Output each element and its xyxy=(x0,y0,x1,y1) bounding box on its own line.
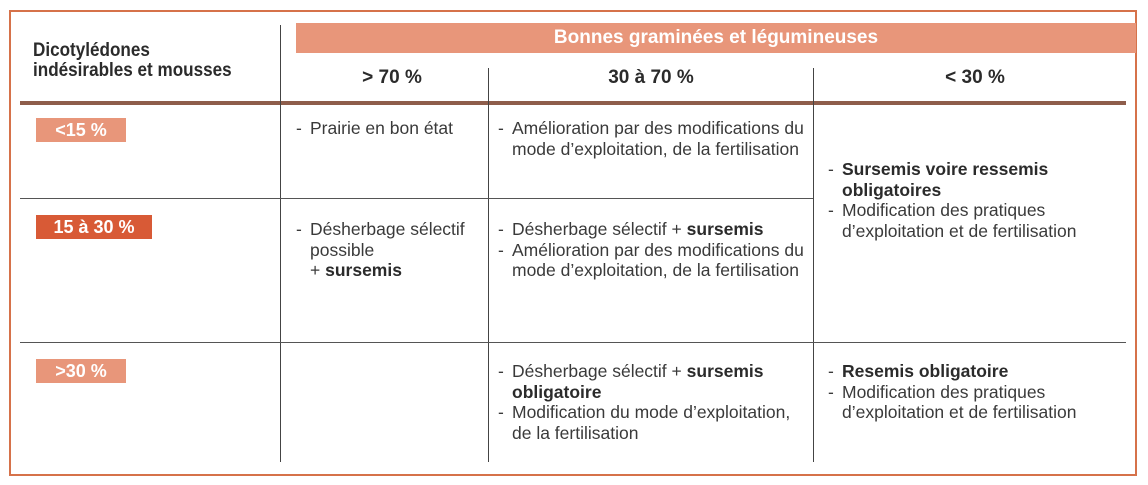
plus-sign: + xyxy=(671,219,682,239)
cell-r3-c3 xyxy=(828,361,1128,423)
bold-text: sursemis obligatoire xyxy=(512,361,764,402)
cell-r12-c3 xyxy=(828,159,1128,241)
header-divider xyxy=(20,101,1126,105)
list-item: - Modification du mode d’exploitation, de la fertilisation xyxy=(498,402,808,443)
list-item: - Modification des pratiques d’exploitation et de fertilisation xyxy=(828,382,1128,423)
list-item: - Amélioration par des modifications du mode d’exploitation, de la fertilisation xyxy=(498,240,808,281)
plus-sign: + xyxy=(310,260,321,280)
col-header-lt30: < 30 % xyxy=(945,67,1005,88)
col-divider-2 xyxy=(488,68,489,462)
list-item xyxy=(828,159,1128,200)
col-header-30-70: 30 à 70 % xyxy=(608,67,694,88)
cell-r1-c2 xyxy=(498,118,808,159)
list-item xyxy=(498,219,808,240)
plus-sign: + xyxy=(671,361,682,381)
list-item: - Amélioration par des modifications du mode d’exploitation, de la fertilisation xyxy=(498,118,808,159)
row-header-line1: Dicotylédones xyxy=(33,40,150,61)
cell-text: Désherbage sélectif xyxy=(512,361,667,381)
row-label-15-30: 15 à 30 % xyxy=(36,215,152,239)
list-item: - Prairie en bon état xyxy=(296,118,481,139)
col-divider-3 xyxy=(813,68,814,462)
cell-text: Désherbage sélectif possible xyxy=(310,219,465,260)
list-item xyxy=(296,219,481,281)
row-divider-2 xyxy=(20,342,1126,343)
cell-r2-c1 xyxy=(296,219,481,281)
bold-text: Sursemis voire ressemis obligatoires xyxy=(842,159,1049,200)
cell-r2-c2 xyxy=(498,219,808,281)
cell-r1-c1 xyxy=(296,118,481,139)
row-label-gt30: >30 % xyxy=(36,359,126,383)
col-header-gt70: > 70 % xyxy=(362,67,422,88)
row-label-lt15: <15 % xyxy=(36,118,126,142)
row-divider-1 xyxy=(20,198,813,199)
cell-r3-c2 xyxy=(498,361,808,443)
list-item xyxy=(498,361,808,402)
bold-text: Resemis obligatoire xyxy=(842,361,1009,381)
col-divider-1 xyxy=(280,25,281,462)
list-item: - Modification des pratiques d’exploitation et de fertilisation xyxy=(828,200,1128,241)
bold-text: sursemis xyxy=(686,219,764,239)
row-header-line2: indésirables et mousses xyxy=(33,60,232,81)
cell-text: Désherbage sélectif xyxy=(512,219,667,239)
group-header: Bonnes graminées et légumineuses xyxy=(296,23,1136,53)
row-header-title xyxy=(33,41,232,81)
list-item xyxy=(828,361,1128,382)
bold-text: sursemis xyxy=(325,260,402,280)
